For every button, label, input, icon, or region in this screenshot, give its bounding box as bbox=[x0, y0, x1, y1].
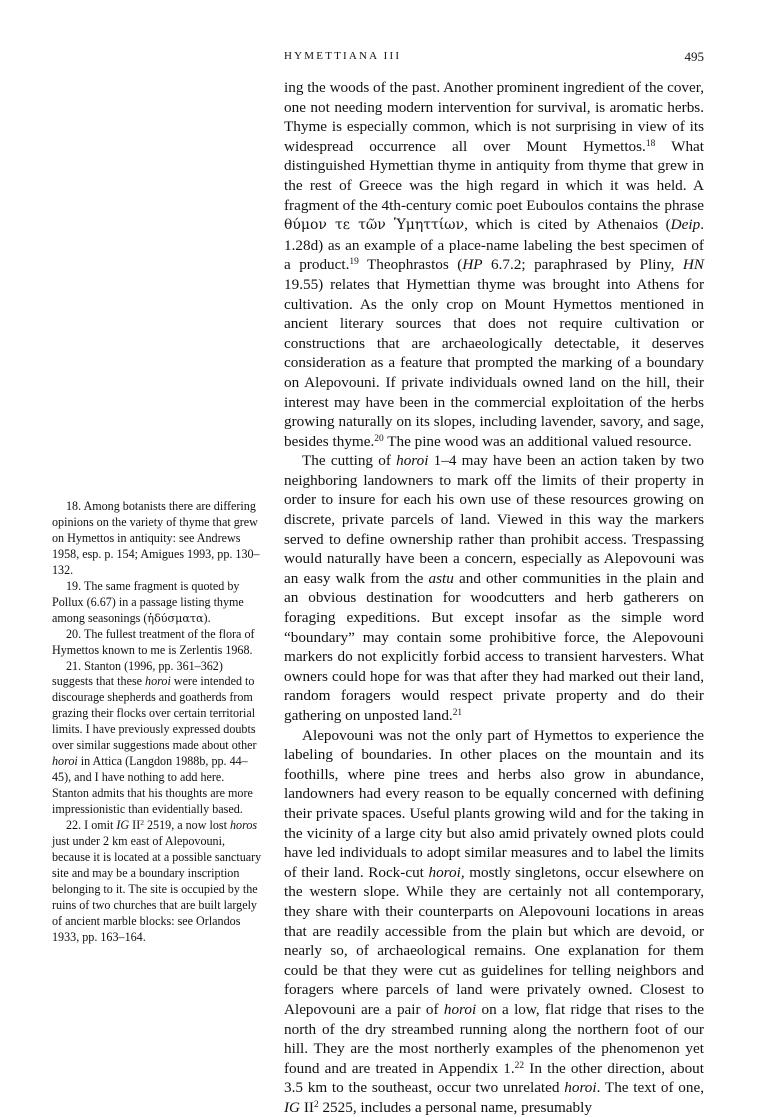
running-title: HYMETTIANA III bbox=[284, 50, 402, 62]
paragraph-1: ing the woods of the past. Another prominent ingredient of the cover, one not needing modern intervention for survival, is aromatic herbs. Thyme is especially common, which is not surprising in view of its widespread occurrence all over Mount Hymettos.$^{18}$ What distinguished Hymettian thyme in antiquity from thyme that grew in the rest of Greece was the high regard in which it was held. A fragment of the 4th-century comic poet Euboulos contains the phrase θύμον τε τῶν Ὑμηττίων, which is cited by Athenaios (Deip. 1.28d) as an example of a place-name labeling the best specimen of a product.$^{19}$ Theophrastos (HP 6.7.2; paraphrased by Pliny, HN 19.55) relates that Hymettian thyme was brought into Athens for cultivation. As the only crop on Mount Hymettos mentioned in ancient literary sources that does not require cultivation or constructions that are archaeologically detectable, it deserves consideration as a feature that prompted the marking of a boundary on Alepovouni. If private individuals owned land on the hill, their interest may have been in the commercial exploitation of the herbs growing naturally on its slopes, including lavender, savory, and sage, besides thyme.$^{20}$ The pine wood was an additional valued resource. bbox=[284, 79, 705, 450]
footnote-20: 20. The fullest treatment of the flora of Hymettos known to me is Zerlentis 1968. bbox=[52, 626, 255, 657]
paragraph-2: The cutting of horoi 1–4 may have been an action taken by two neighboring landowners to mark off the limits of their property in order to insure for each his own use of these resources growing on discrete, private parcels of land. Viewed in this way the markers served to define ownership rather than prohibit access. Trespassing would naturally have been a concern, especially as Alepovouni was an easy walk from the astu and other communities in the plain and an obvious destination for woodcutters and herb gatherers on foraging expeditions. But except insofar as the simple word “boundary” may contain some prohibitive force, the Alepovouni markers do not explicitly forbid access to transient harvesters. What owners could hope for was that after they had marked out their land, random foragers would respect private property and do their gathering on unposted land.$^{21}$ bbox=[284, 452, 704, 724]
greek-phrase: θύμον τε τῶν Ὑμηττίων bbox=[284, 217, 465, 234]
paragraph-3: Alepovouni was not the only part of Hymettos to experience the labeling of boundaries. In other places on the mountain and its foothills, where pine trees and herbs also grow in abundance, landowners had every reason to be equally concerned with defining their private spaces. Useful plants growing wild and for the taking in the vicinity of a large city but also amid privately owned plots could have led individuals to adopt similar measures and to label the limits of their land. Rock-cut horoi, mostly singletons, occur elsewhere on the western slope. While they are certainly not all contemporary, they share with their counterparts on Alepovouni locations in areas that are readily accessible from the plain but which are devoid, or nearly so, of archaeological remains. One explanation for them could be that they were cut as guidelines for telling neighbors and foragers where parcels of land were privately owned. Closest to Alepovouni are a pair of horoi on a low, flat ridge that rises to the north of the dry streambed running along the northern foot of our hill. They are the most northerly examples of the phenomenon yet found and are treated in Appendix 1.22 In the other direction, about 3.5 km to the southeast, occur two unrelated horoi. The text of one, IG $II^2$ 2525, includes a personal name, presumably bbox=[284, 726, 704, 1116]
footnote-ref-21[interactable]: 21 bbox=[452, 707, 463, 718]
footnote-18: 18. Among botanists there are differing opinions on the variety of thyme that grew on Hymettos in antiquity: see Andrews 1958, esp. p. 154; Amigues 1993, pp. 130–132. bbox=[52, 499, 260, 577]
footnote-22: 22. I omit IG $II^2$ 2519, a now lost horos just under 2 km east of Alepovouni, because it is located at a possible sanctuary site and may be a boundary inscription belonging to it. The site is occupied by the ruins of two churches that are built largely of ancient marble blocks: see Orlandos 1933, pp. 163–164. bbox=[52, 817, 262, 944]
footnote-ref-19[interactable]: 19 bbox=[349, 257, 359, 268]
footnote-ref-18[interactable]: 18 bbox=[645, 138, 656, 149]
footnote-ref-22[interactable]: 22 bbox=[514, 1060, 525, 1071]
running-head bbox=[284, 50, 704, 68]
footnote-ref-20[interactable]: 20 bbox=[374, 433, 384, 444]
footnotes bbox=[52, 499, 262, 969]
footnote-21: 21. Stanton (1996, pp. 361–362) suggests that these horoi were intended to discourage shepherds and goatherds from grazing their flocks over certain territorial limits. I have previously expressed doubts over similar suggestions made about other horoi in Attica (Langdon 1988b, pp. 44–45), and I have nothing to add here. Stanton admits that his thoughts are more impressionistic than evidentially based. bbox=[52, 658, 257, 817]
main-text bbox=[284, 78, 705, 1116]
footnote-19: 19. The same fragment is quoted by Pollux (6.67) in a passage listing thyme among seasonings (ἡδύσματα). bbox=[52, 578, 244, 625]
page-number: 495 bbox=[684, 49, 704, 64]
